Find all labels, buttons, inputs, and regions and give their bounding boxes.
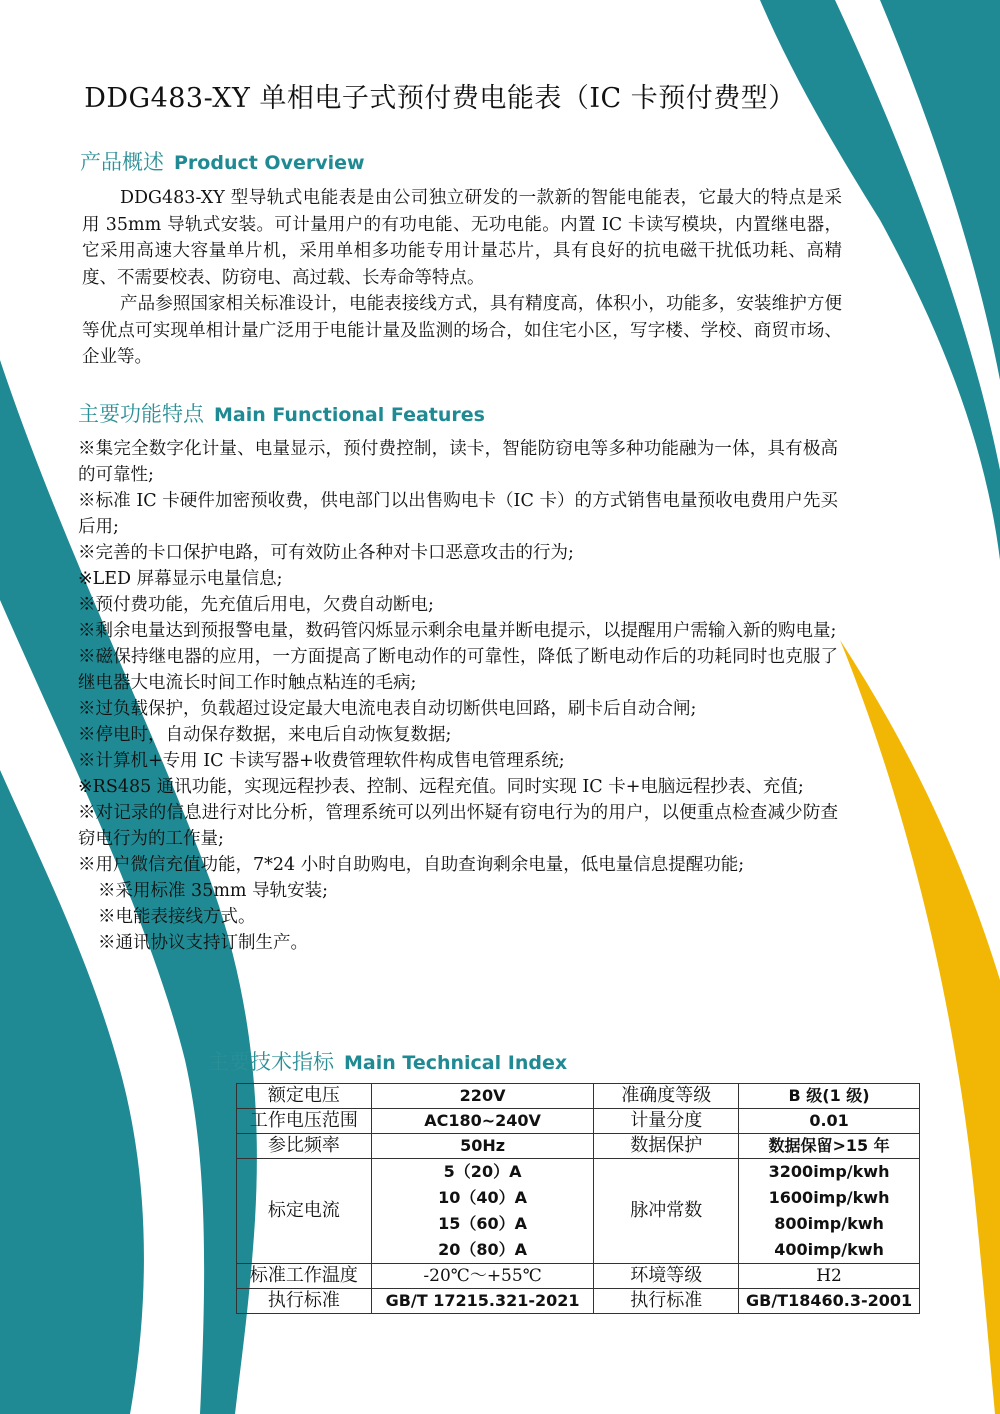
feature-item: ※LED 屏幕显示电量信息; <box>78 569 283 589</box>
spec-value: 0.01 <box>739 1109 920 1134</box>
spec-value: B 级(1 级) <box>739 1084 920 1109</box>
tech-heading-cn: 主要技术指标 <box>208 1050 334 1074</box>
overview-paragraph-1: DDG483-XY 型导轨式电能表是由公司独立研发的一款新的智能电能表，它最大的特点是采用 35mm 导轨式安装。可计量用户的有功电能、无功电能。内置 IC 卡读写模块，内置继电器，它采用高速大容量单片机，采用单相多功能专用计量芯片，具有良好的抗电磁干扰低功耗、高精度、不需要校表、防窃电、高过载、长寿命等特点。 <box>82 188 842 288</box>
spec-key: 数据保护 <box>594 1134 739 1159</box>
feature-item: ※用户微信充值功能，7*24 小时自助购电，自助查询剩余电量，低电量信息提醒功能; <box>78 855 745 875</box>
overview-heading <box>80 146 365 176</box>
spec-value: 15（60）A <box>438 1214 528 1233</box>
spec-key: 计量分度 <box>594 1109 739 1134</box>
feature-item: ※停电时，自动保存数据，来电后自动恢复数据; <box>78 725 452 745</box>
spec-value: 1600imp/kwh <box>768 1188 890 1207</box>
overview-heading-cn: 产品概述 <box>80 150 164 174</box>
features-heading-cn: 主要功能特点 <box>78 402 204 426</box>
spec-value: GB/T18460.3-2001 <box>739 1289 920 1314</box>
table-row <box>237 1264 920 1289</box>
table-row <box>237 1109 920 1134</box>
spec-value: 20（80）A <box>438 1240 528 1259</box>
spec-value: 400imp/kwh <box>774 1240 884 1259</box>
spec-value: 50Hz <box>371 1134 594 1159</box>
feature-item: ※预付费功能，先充值后用电，欠费自动断电; <box>78 595 434 615</box>
tech-heading-en: Main Technical Index <box>344 1052 568 1074</box>
rated-current-values <box>371 1159 594 1264</box>
feature-item: ※采用标准 35mm 导轨安装; <box>98 881 328 901</box>
spec-value: GB/T 17215.321-2021 <box>371 1289 594 1314</box>
spec-table <box>236 1083 920 1314</box>
table-row <box>237 1134 920 1159</box>
feature-item: ※磁保持继电器的应用，一方面提高了断电动作的可靠性，降低了断电动作后的功耗同时也克服了继电器大电流长时间工作时触点粘连的毛病; <box>78 647 838 693</box>
spec-value: -20℃～+55℃ <box>371 1264 594 1289</box>
feature-item: ※RS485 通讯功能，实现远程抄表、控制、远程充值。同时实现 IC 卡+电脑远程抄表、充值; <box>78 777 804 797</box>
features-heading <box>78 398 485 428</box>
overview-paragraph-2: 产品参照国家相关标准设计，电能表接线方式，具有精度高，体积小，功能多，安装维护方便等优点可实现单相计量广泛用于电能计量及监测的场合，如住宅小区，写字楼、学校、商贸市场、企业等。 <box>82 294 842 367</box>
table-row <box>237 1289 920 1314</box>
spec-value: 10（40）A <box>438 1188 528 1207</box>
feature-list <box>78 436 838 956</box>
spec-value: H2 <box>739 1264 920 1289</box>
feature-item: ※完善的卡口保护电路，可有效防止各种对卡口恶意攻击的行为; <box>78 543 574 563</box>
feature-item: ※集完全数字化计量、电量显示，预付费控制，读卡，智能防窃电等多种功能融为一体，具有极高的可靠性; <box>78 439 838 485</box>
table-row <box>237 1084 920 1109</box>
spec-key: 参比频率 <box>237 1134 372 1159</box>
feature-item: ※标准 IC 卡硬件加密预收费，供电部门以出售购电卡（IC 卡）的方式销售电量预收电费用户先买后用; <box>78 491 838 537</box>
spec-key: 工作电压范围 <box>237 1109 372 1134</box>
feature-item: ※计算机+专用 IC 卡读写器+收费管理软件构成售电管理系统; <box>78 751 565 771</box>
spec-key: 执行标准 <box>237 1289 372 1314</box>
spec-key: 环境等级 <box>594 1264 739 1289</box>
pulse-constant-values <box>739 1159 920 1264</box>
table-row <box>237 1159 920 1264</box>
features-heading-en: Main Functional Features <box>214 404 485 426</box>
spec-key: 标定电流 <box>237 1159 372 1264</box>
spec-key: 额定电压 <box>237 1084 372 1109</box>
spec-value: AC180~240V <box>371 1109 594 1134</box>
tech-heading <box>208 1046 567 1076</box>
spec-value: 220V <box>371 1084 594 1109</box>
feature-item: ※对记录的信息进行对比分析，管理系统可以列出怀疑有窃电行为的用户，以便重点检查减少防查窃电行为的工作量; <box>78 803 838 849</box>
spec-key: 脉冲常数 <box>594 1159 739 1264</box>
page-title: DDG483-XY 单相电子式预付费电能表（IC 卡预付费型） <box>84 83 796 114</box>
spec-key: 准确度等级 <box>594 1084 739 1109</box>
spec-key: 执行标准 <box>594 1289 739 1314</box>
feature-item: ※剩余电量达到预报警电量，数码管闪烁显示剩余电量并断电提示，以提醒用户需输入新的购电量; <box>78 621 837 641</box>
feature-item: ※通讯协议支持订制生产。 <box>98 933 308 953</box>
spec-value: 数据保留>15 年 <box>739 1134 920 1159</box>
feature-item: ※电能表接线方式。 <box>98 907 256 927</box>
spec-value: 5（20）A <box>443 1162 522 1181</box>
spec-key: 标准工作温度 <box>237 1264 372 1289</box>
overview-heading-en: Product Overview <box>174 152 365 174</box>
spec-value: 3200imp/kwh <box>768 1162 890 1181</box>
feature-item: ※过负载保护，负载超过设定最大电流电表自动切断供电回路，刷卡后自动合闸; <box>78 699 697 719</box>
spec-value: 800imp/kwh <box>774 1214 884 1233</box>
